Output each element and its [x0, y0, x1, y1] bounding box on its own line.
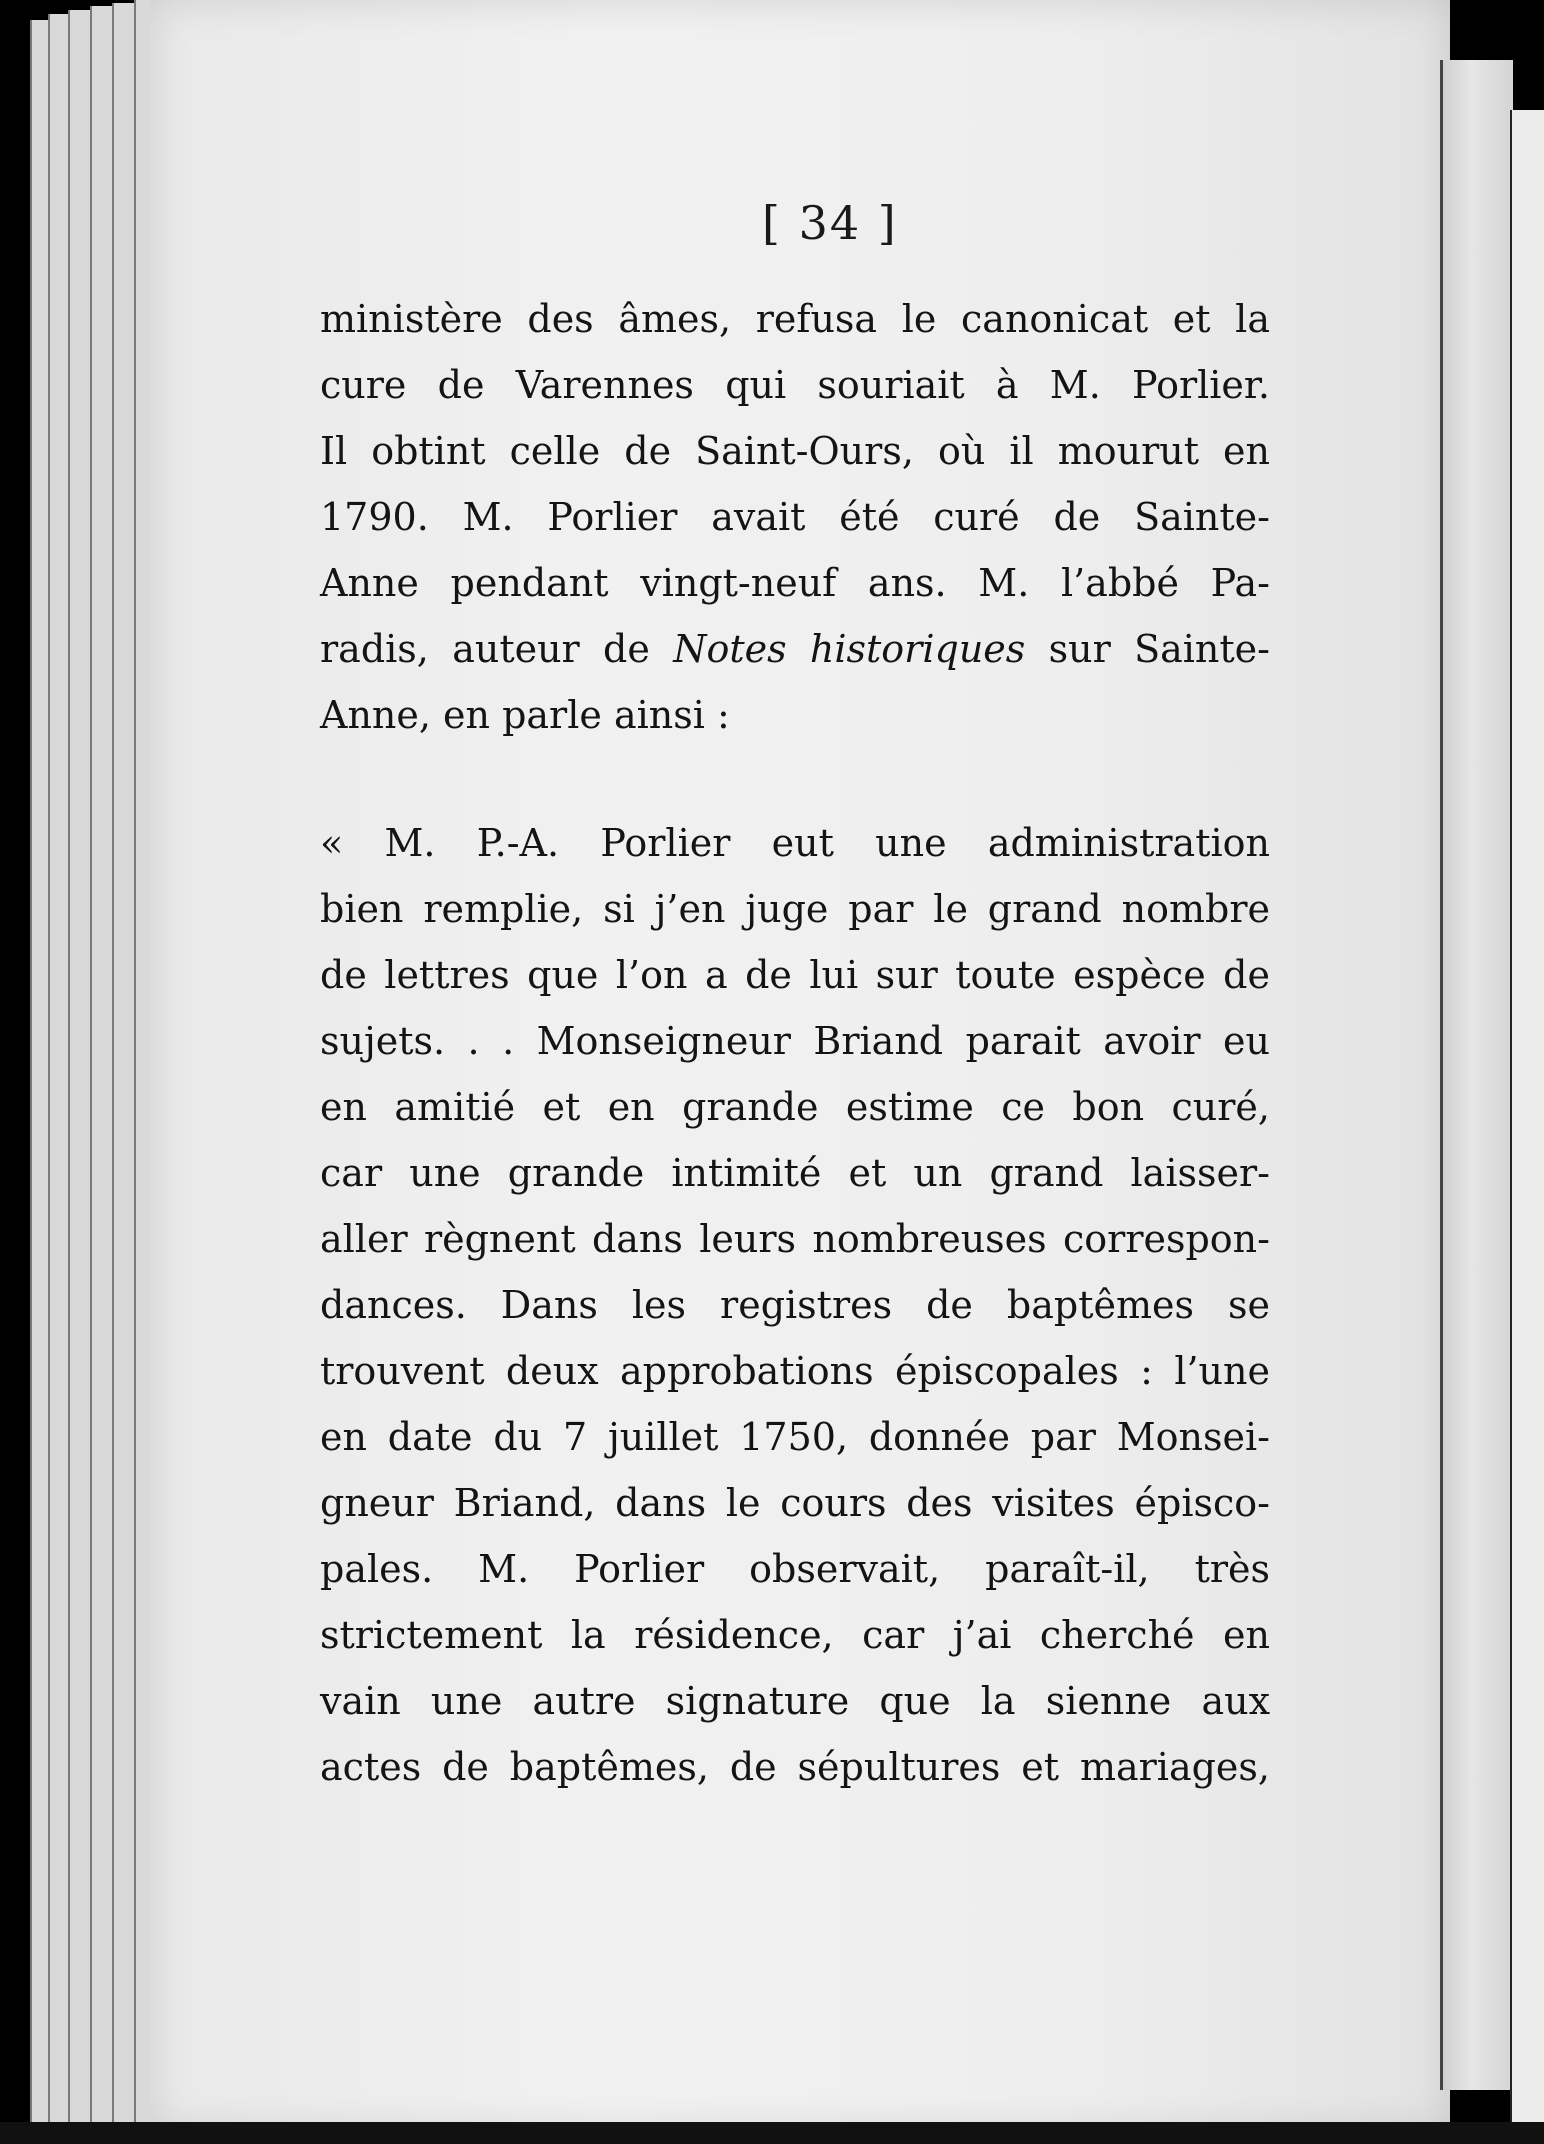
page-gutter-fold: [1440, 60, 1513, 2090]
text-line: vain une autre signature que la sienne aux: [320, 1679, 1270, 1723]
page-edge: [90, 6, 114, 2144]
text-line: strictement la résidence, car j’ai cherché en: [320, 1613, 1270, 1657]
text-line: Il obtint celle de Saint-Ours, où il mourut en: [320, 429, 1270, 473]
text-line: sujets. . . Monseigneur Briand parait avoir eu: [320, 1019, 1270, 1063]
text-line: ministère des âmes, refusa le canonicat et la: [320, 297, 1270, 341]
italic-title: Notes historiques: [673, 627, 1026, 671]
body-text: [320, 286, 1270, 1800]
page-edge: [68, 10, 92, 2144]
text-line: bien remplie, si j’en juge par le grand nombre: [320, 887, 1270, 931]
text-line: cure de Varennes qui souriait à M. Porlier.: [320, 363, 1270, 407]
bottom-border: [0, 2122, 1544, 2144]
text-line: gneur Briand, dans le cours des visites épisco-: [320, 1481, 1270, 1525]
text-run: sur Sainte-: [1025, 627, 1270, 671]
paragraph-gap: [320, 748, 1270, 810]
text-line: en amitié et en grande estime ce bon curé,: [320, 1085, 1270, 1129]
text-line: trouvent deux approbations épiscopales : l’une: [320, 1349, 1270, 1393]
facing-page-edge: [1510, 110, 1544, 2144]
text-line: pales. M. Porlier observait, paraît-il, très: [320, 1547, 1270, 1591]
paragraph-intro: [320, 286, 1270, 748]
paragraph-quotation: [320, 810, 1270, 1800]
text-line: 1790. M. Porlier avait été curé de Sainte-: [320, 495, 1270, 539]
text-line: dances. Dans les registres de baptêmes se: [320, 1283, 1270, 1327]
page-number: [ 34 ]: [762, 196, 898, 250]
text-line: [320, 616, 1270, 682]
text-line: Anne pendant vingt-neuf ans. M. l’abbé Pa-: [320, 561, 1270, 605]
page-edge: [112, 3, 136, 2144]
text-run: radis, auteur de: [320, 627, 674, 671]
text-line: « M. P.-A. Porlier eut une administration: [320, 821, 1270, 865]
text-line: de lettres que l’on a de lui sur toute espèce de: [320, 953, 1270, 997]
text-line: en date du 7 juillet 1750, donnée par Monsei-: [320, 1415, 1270, 1459]
text-line: Anne, en parle ainsi :: [320, 693, 730, 737]
text-line: aller règnent dans leurs nombreuses correspon-: [320, 1217, 1270, 1261]
page-edge: [30, 20, 50, 2144]
text-line: actes de baptêmes, de sépultures et mariages,: [320, 1745, 1270, 1789]
text-line: car une grande intimité et un grand laisser-: [320, 1151, 1270, 1195]
page-edge: [48, 14, 70, 2144]
